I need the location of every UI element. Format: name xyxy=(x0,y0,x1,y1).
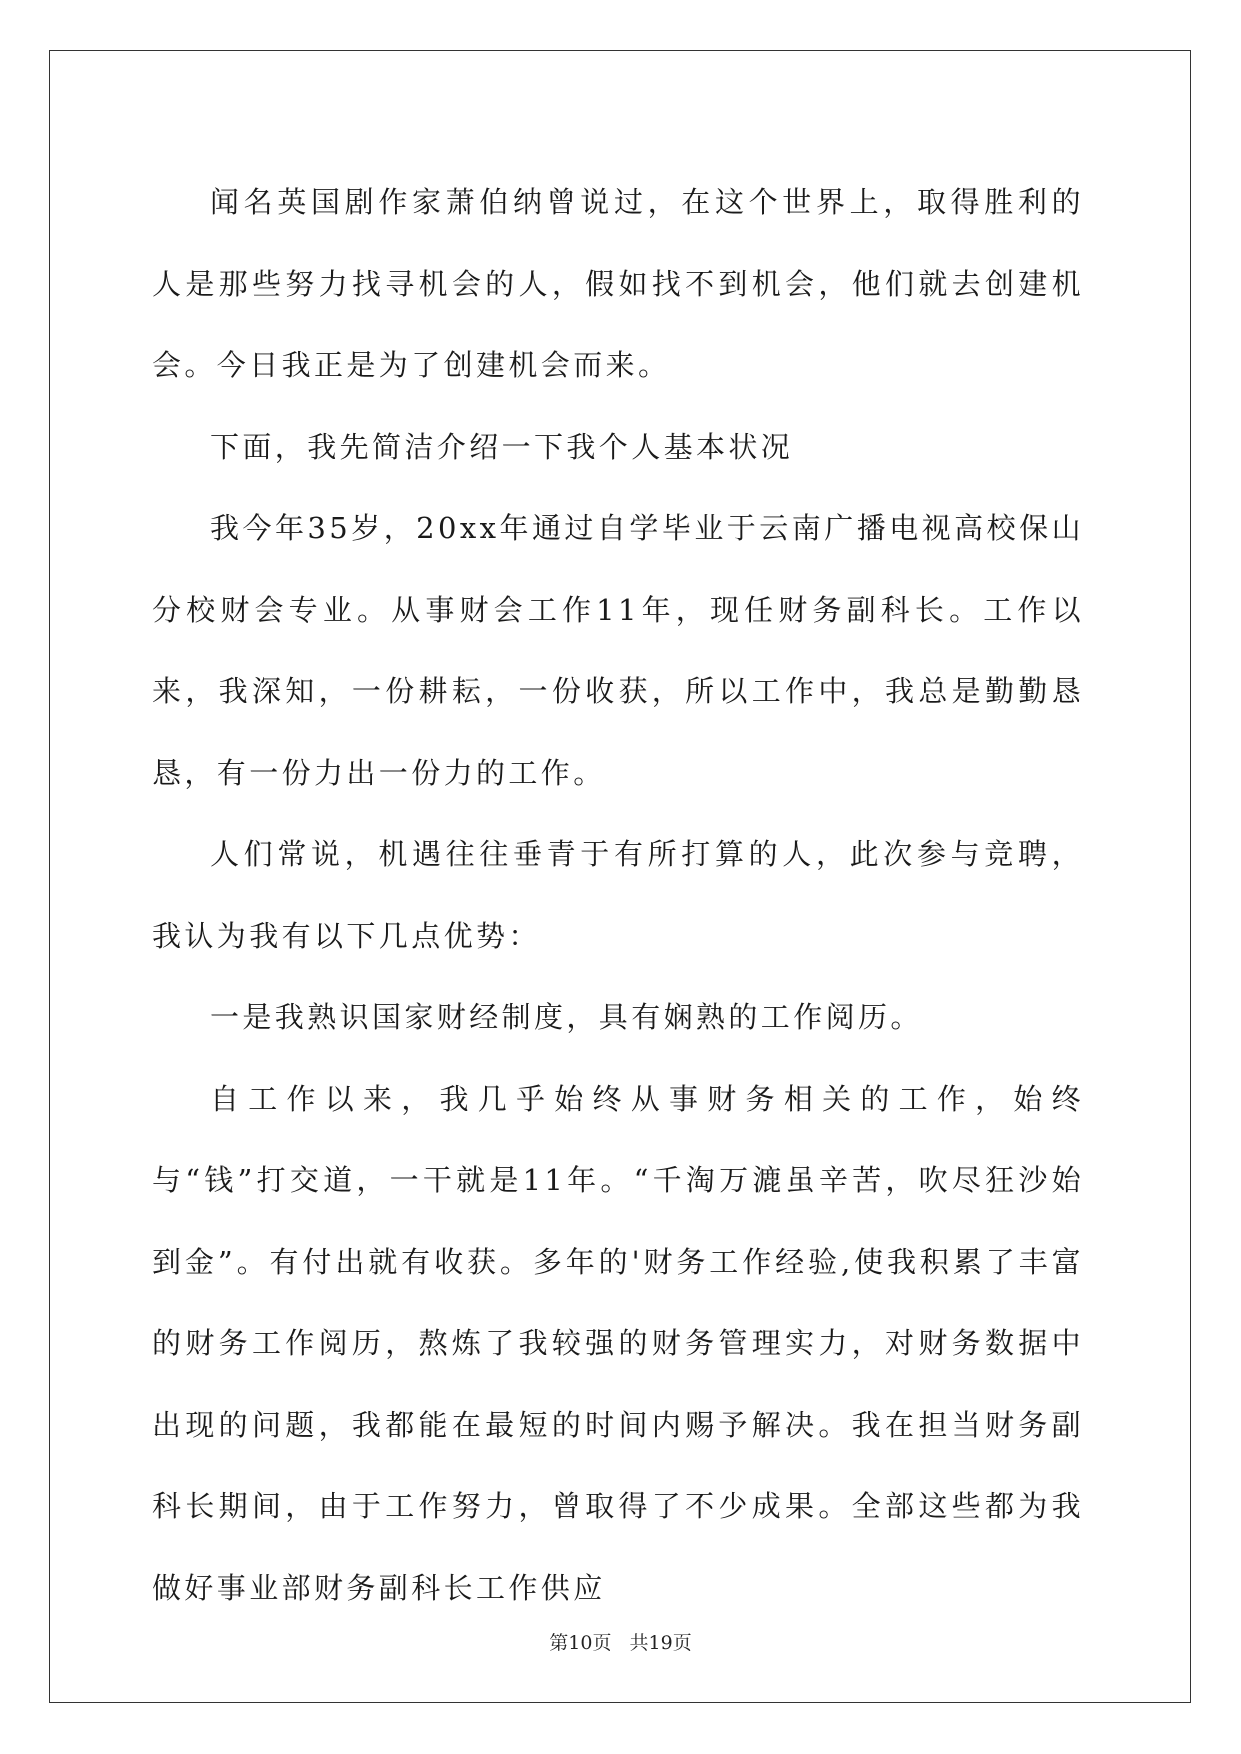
paragraph-4: 人们常说，机遇往往垂青于有所打算的人，此次参与竞聘，我认为我有以下几点优势： xyxy=(152,837,1084,953)
paragraph-3: 我今年35岁，20xx年通过自学毕业于云南广播电视高校保山分校财会专业。从事财会工作11年，现任财务副科长。工作以来，我深知，一份耕耘，一份收获，所以工作中，我总是勤勤恳恳，有一份力出一份力的工作。 xyxy=(152,511,1084,790)
page-footer xyxy=(0,1628,1241,1655)
paragraph-2: 下面，我先简洁介绍一下我个人基本状况 xyxy=(210,429,794,464)
page-total: 共19页 xyxy=(629,1632,692,1654)
document-body xyxy=(152,162,1084,1629)
paragraph-1: 闻名英国剧作家萧伯纳曾说过，在这个世界上，取得胜利的人是那些努力找寻机会的人，假如找不到机会，他们就去创建机会。今日我正是为了创建机会而来。 xyxy=(152,185,1084,382)
paragraph-6: 自工作以来，我几乎始终从事财务相关的工作，始终与“钱”打交道，一干就是11年。“千淘万漉虽辛苦，吹尽狂沙始到金”。有付出就有收获。多年的'财务工作经验,使我积累了丰富的财务工作阅历，熬炼了我较强的财务管理实力，对财务数据中出现的问题，我都能在最短的时间内赐予解决。我在担当财务副科长期间，由于工作努力，曾取得了不少成果。全部这些都为我做好事业部财务副科长工作供应 xyxy=(152,1081,1084,1605)
page-number: 第10页 xyxy=(549,1632,612,1654)
paragraph-5: 一是我熟识国家财经制度，具有娴熟的工作阅历。 xyxy=(210,1000,923,1034)
